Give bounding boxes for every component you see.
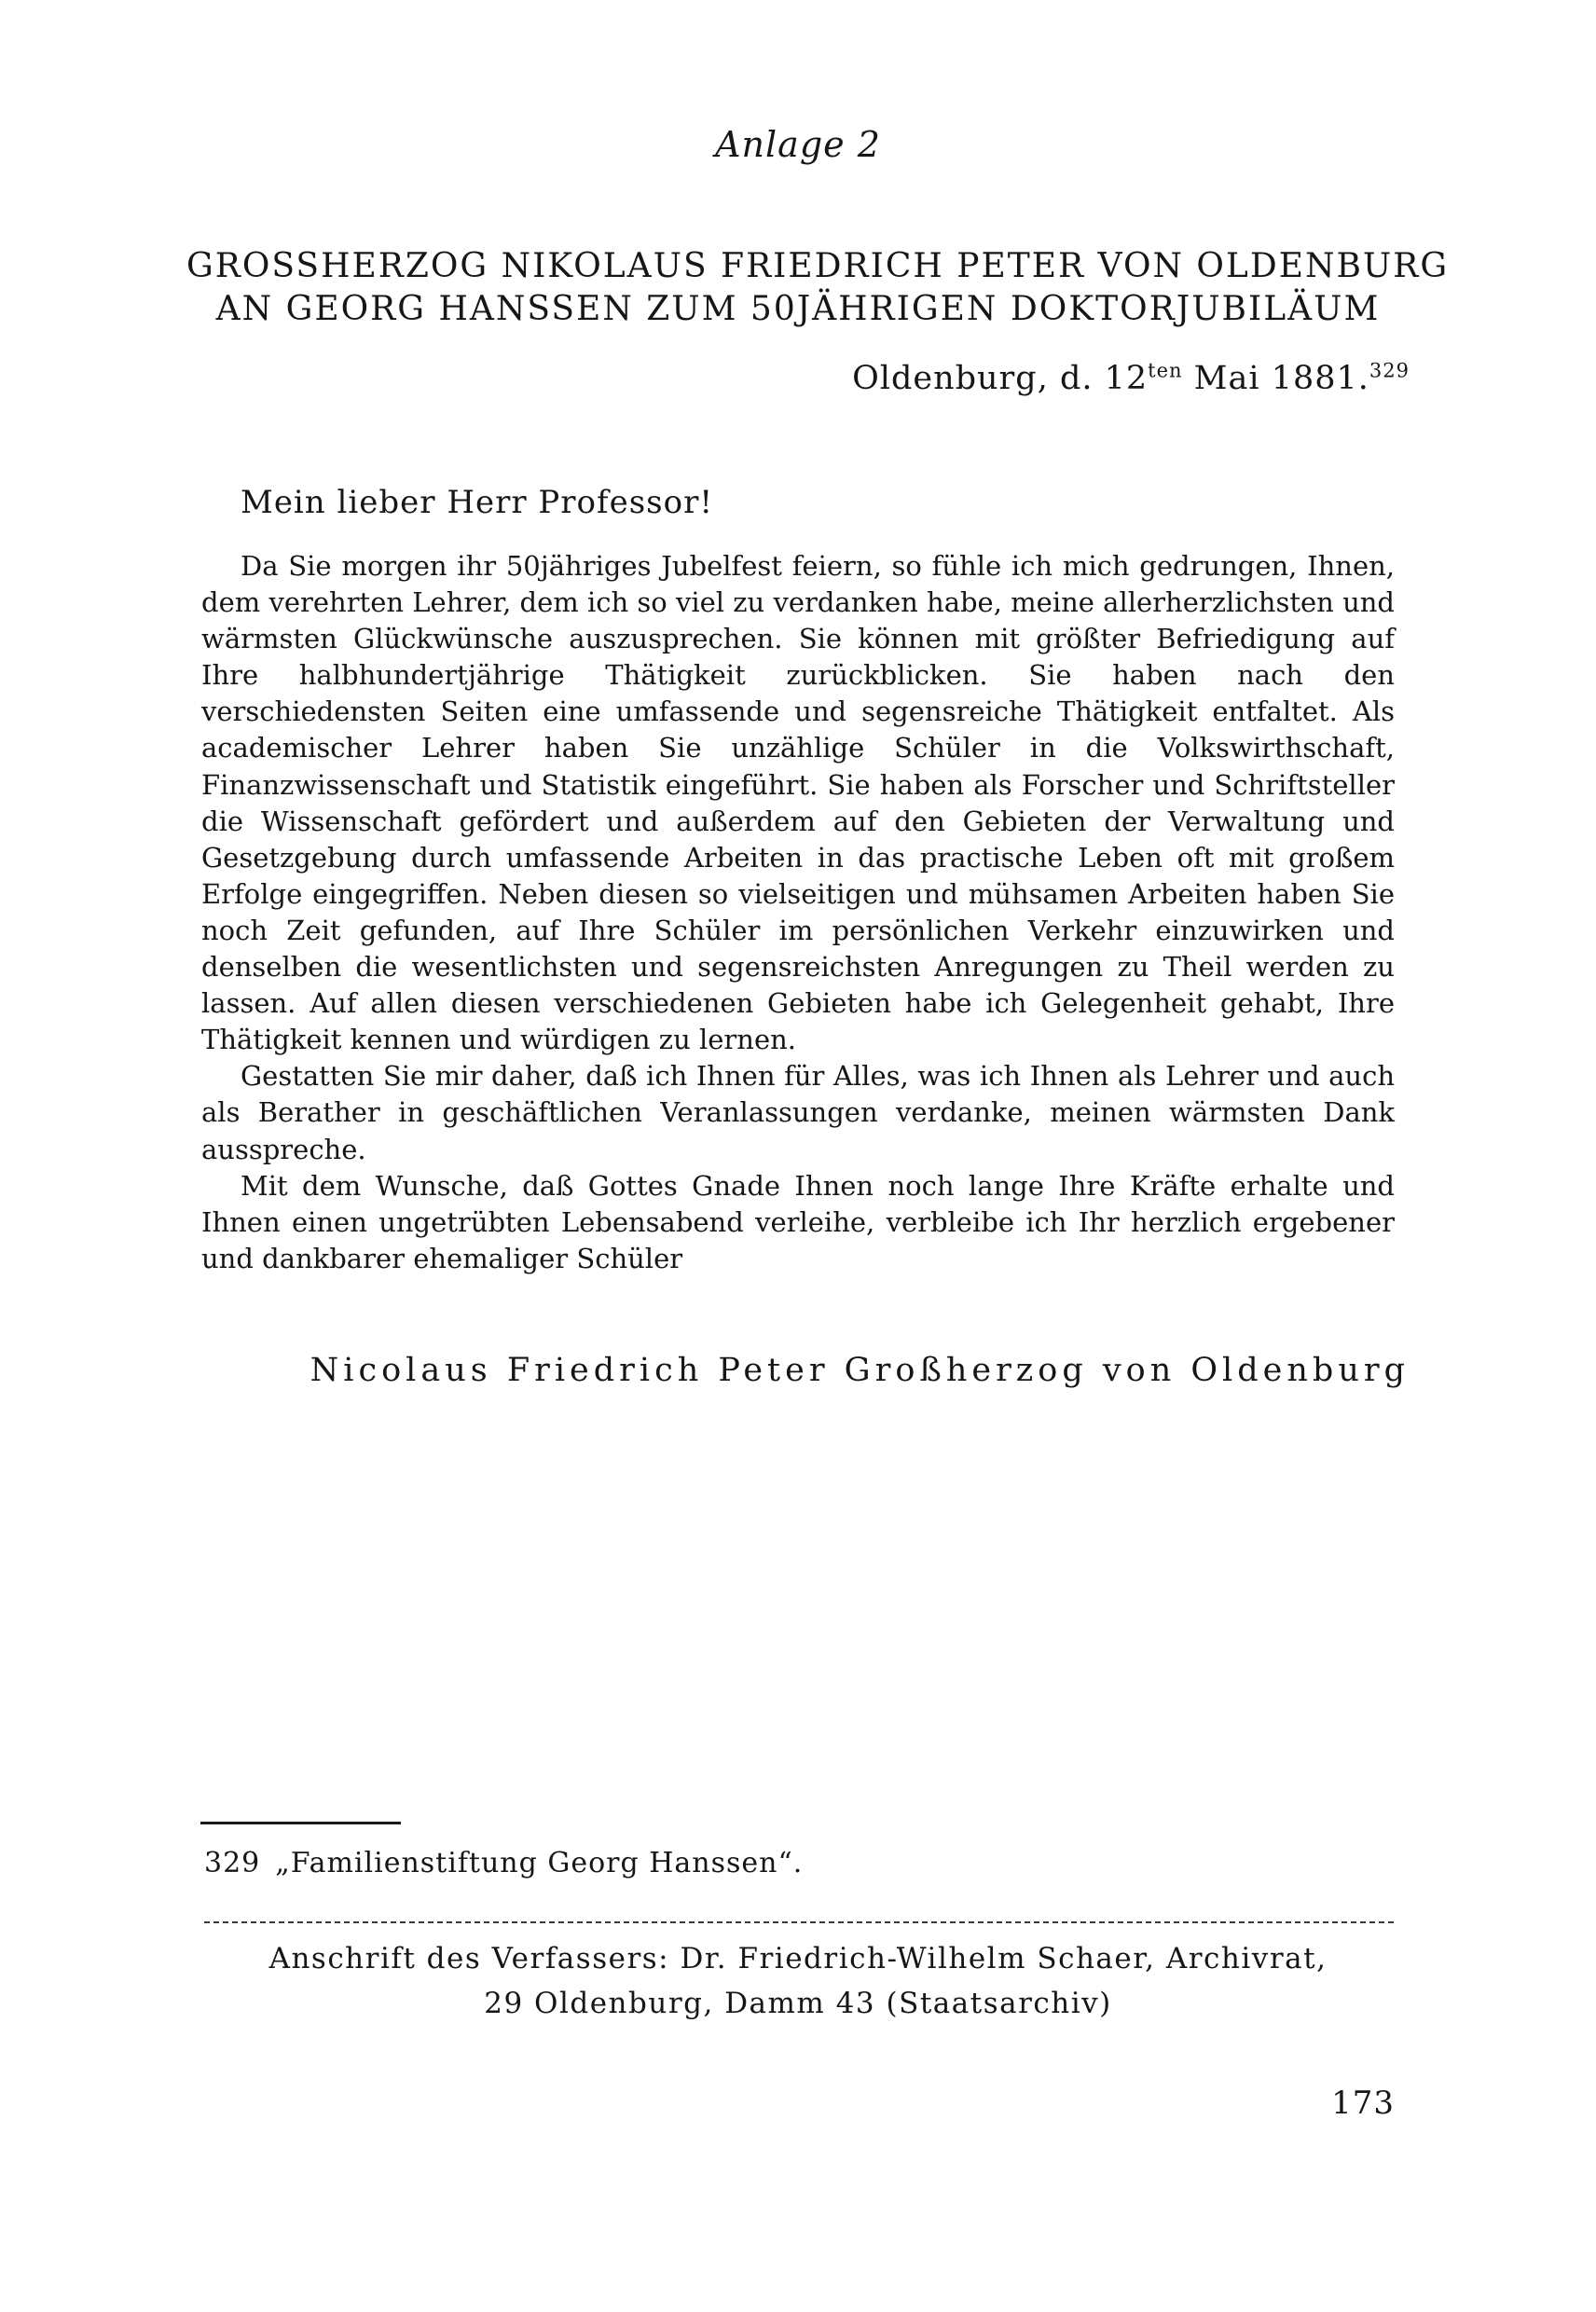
appendix-label: Anlage 2	[715, 124, 881, 165]
footnote	[204, 1847, 803, 1879]
letter-heading-line-2: AN GEORG HANSSEN ZUM 50JÄHRIGEN DOKTORJUBILÄUM	[215, 290, 1381, 328]
footnote-text: „Familienstiftung Georg Hanssen“.	[275, 1847, 804, 1879]
page-number: 173	[1331, 2085, 1395, 2122]
letter-paragraph-3: Mit dem Wunsche, daß Gottes Gnade Ihnen noch lange Ihre Kräfte erhalte und Ihnen einen ungetrübten Lebensabend verleihe, verbleibe ich Ihr herzlich ergebener und dankbarer ehemaliger Schüler	[201, 1169, 1395, 1274]
dateline-place-day: Oldenburg, d. 12	[852, 360, 1149, 397]
signature: Nicolaus Friedrich Peter Großherzog von Oldenburg	[310, 1352, 1410, 1389]
author-address-line-2: 29 Oldenburg, Damm 43 (Staatsarchiv)	[484, 1987, 1112, 2020]
letter-body	[201, 548, 1395, 1277]
letter-heading-line-1: GROSSHERZOG NIKOLAUS FRIEDRICH PETER VON OLDENBURG	[186, 247, 1450, 285]
letter-paragraph-2: Gestatten Sie mir daher, daß ich Ihnen für Alles, was ich Ihnen als Lehrer und auch als Berather in geschäftlichen Veranlassungen verdanke, meinen wärmsten Dank ausspreche.	[201, 1060, 1395, 1165]
author-address-line-1: Anschrift des Verfassers: Dr. Friedrich-Wilhelm Schaer, Archivrat,	[268, 1942, 1328, 1975]
address-divider	[204, 1921, 1394, 1923]
dateline-day-suffix: ten	[1148, 359, 1183, 382]
salutation: Mein lieber Herr Professor!	[241, 484, 714, 521]
dateline-month-year: Mai 1881.	[1182, 360, 1369, 397]
footnote-divider	[200, 1822, 401, 1824]
letter-paragraph-1: Da Sie morgen ihr 50jähriges Jubelfest feiern, so fühle ich mich gedrungen, Ihnen, dem verehrten Lehrer, dem ich so viel zu verdanken habe, meine allerherzlichsten und wärmsten Glückwünsche auszusprechen. Sie können mit größter Befriedigung auf Ihre halbhundertjährige Thätigkeit zurückblicken. Sie haben nach den verschiedensten Seiten eine umfassende und segensreiche Thätigkeit entfaltet. Als academischer Lehrer haben Sie unzählige Schüler in die Volkswirthschaft, Finanzwissenschaft und Statistik eingeführt. Sie haben als Forscher und Schriftsteller die Wissenschaft gefördert und außerdem auf den Gebieten der Verwaltung und Gesetzgebung durch umfassende Arbeiten in das practische Leben oft mit großem Erfolge eingegriffen. Neben diesen so vielseitigen und mühsamen Arbeiten haben Sie noch Zeit gefunden, auf Ihre Schüler im persönlichen Verkehr einzuwirken und denselben die wesentlichsten und segensreichsten Anregungen zu Theil werden zu lassen. Auf allen diesen verschiedenen Gebieten habe ich Gelegenheit gehabt, Ihre Thätigkeit kennen und würdigen zu lernen.	[201, 550, 1395, 1056]
footnote-reference[interactable]: 329	[1369, 359, 1410, 382]
footnote-number: 329	[204, 1847, 261, 1879]
dateline	[852, 360, 1410, 397]
